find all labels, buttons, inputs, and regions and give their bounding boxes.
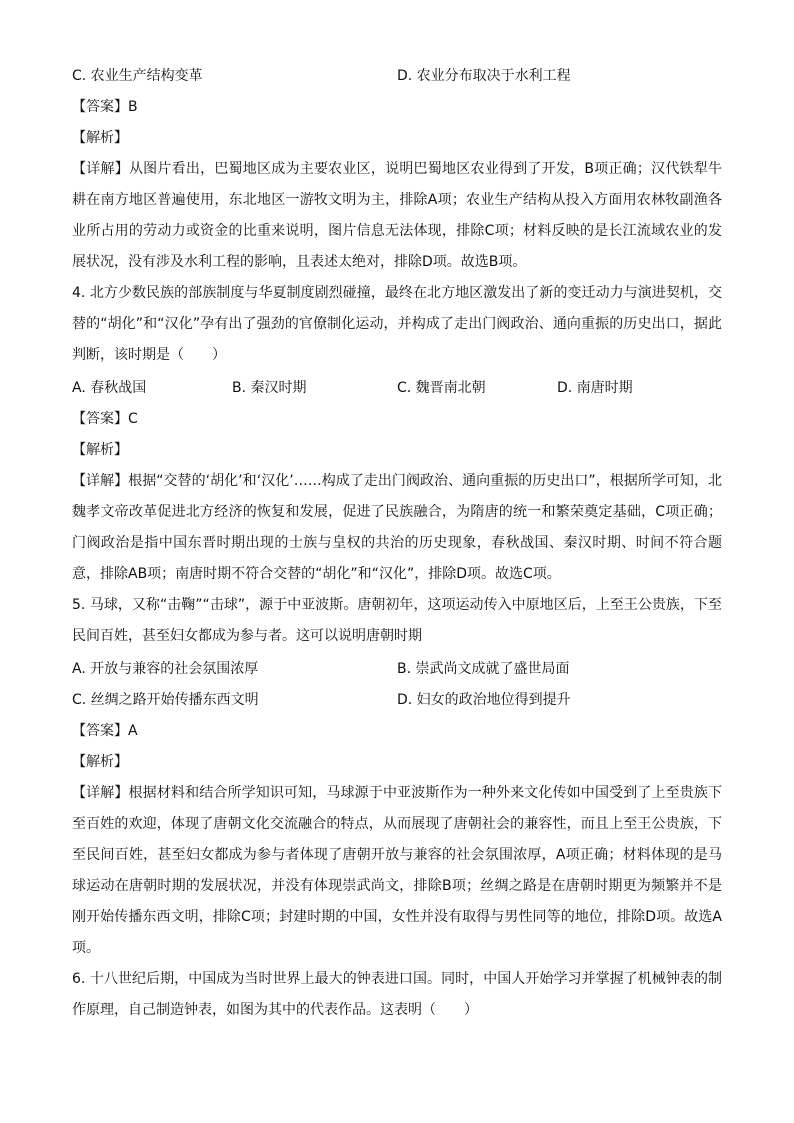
q4-option-a[interactable]: A. 春秋战国	[72, 380, 147, 396]
q4-analysis-label: 【解析】	[72, 442, 128, 458]
q3-option-d[interactable]: D. 农业分布取决于水利工程	[397, 68, 571, 84]
q4-detail	[72, 466, 722, 590]
q5-option-d[interactable]: D. 妇女的政治地位得到提升	[397, 692, 571, 708]
q3-answer	[72, 97, 722, 117]
q5-option-a[interactable]: A. 开放与兼容的社会氛围浓厚	[72, 661, 259, 677]
detail-text: 根据“交替的‘胡化’和‘汉化’……构成了走出门阀政治、通向重振的历史出口”，根据所学可知，北魏孝文帝改革促进北方经济的恢复和发展，促进了民族融合，为隋唐的统一和繁荣奠定基础，C项正确；门阀政治是指中国东晋时期出现的士族与皇权的共治的历史现象，春秋战国、秦汉时期、时间不符合题意，排除AB项；南唐时期不符合交替的“胡化”和“汉化”，排除D项。故选C项。	[72, 473, 723, 582]
q5-stem: 5. 马球，又称“击鞠”“击球”，源于中亚波斯。唐朝初年，这项运动传入中原地区后，上至王公贵族，下至民间百姓，甚至妇女都成为参与者。这可以说明唐朝时期	[72, 597, 722, 644]
answer-label: 【答案】	[72, 99, 128, 115]
q3-detail	[72, 154, 722, 278]
q5-answer	[72, 721, 722, 741]
q3-analysis-label: 【解析】	[72, 130, 128, 146]
answer-value: C	[128, 411, 138, 427]
answer-value: A	[128, 723, 138, 739]
q5-option-b[interactable]: B. 崇武尚文成就了盛世局面	[397, 661, 570, 677]
q4-option-d[interactable]: D. 南唐时期	[557, 380, 633, 396]
q5-analysis-label: 【解析】	[72, 754, 128, 770]
q6-stem: 6. 十八世纪后期，中国成为当时世界上最大的钟表进口国。同时，中国人开始学习并掌握了机械钟表的制作原理，自己制造钟表，如图为其中的代表作品。这表明（ ）	[72, 971, 722, 1018]
q4-answer	[72, 409, 722, 429]
q4-option-c[interactable]: C. 魏晋南北朝	[397, 380, 486, 396]
detail-text: 根据材料和结合所学知识可知，马球源于中亚波斯作为一种外来文化传如中国受到了上至贵族下至百姓的欢迎，体现了唐朝文化交流融合的特点，从而展现了唐朝社会的兼容性，而且上至王公贵族，下至民间百姓，甚至妇女都成为参与者体现了唐朝开放与兼容的社会氛围浓厚，A项正确；材料体现的是马球运动在唐朝时期的发展状况，并没有体现崇武尚文，排除B项；丝绸之路是在唐朝时期更为频繁并不是刚开始传播东西文明，排除C项；封建时期的中国，女性并没有取得与男性同等的地位，排除D项。故选A项。	[72, 785, 723, 956]
q5-detail	[72, 778, 722, 964]
q4-option-b[interactable]: B. 秦汉时期	[232, 380, 307, 396]
detail-label: 【详解】	[72, 785, 129, 801]
q3-option-c[interactable]: C. 农业生产结构变革	[72, 68, 203, 84]
detail-text: 从图片看出，巴蜀地区成为主要农业区，说明巴蜀地区农业得到了开发，B项正确；汉代铁犁牛耕在南方地区普遍使用，东北地区一游牧文明为主，排除A项；农业生产结构从投入方面用农林牧副渔各业所占用的劳动力或资金的比重来说明，图片信息无法体现，排除C项；材料反映的是长江流域农业的发展状况，没有涉及水利工程的影响，且表述太绝对，排除D项。故选B项。	[72, 161, 723, 270]
q5-option-c[interactable]: C. 丝绸之路开始传播东西文明	[72, 692, 259, 708]
answer-label: 【答案】	[72, 723, 128, 739]
answer-label: 【答案】	[72, 411, 128, 427]
q4-stem: 4. 北方少数民族的部族制度与华夏制度剧烈碰撞，最终在北方地区激发出了新的变迁动力与演进契机，交替的“胡化”和“汉化”孕有出了强劲的官僚制化运动，并构成了走出门阀政治、通向重振的历史出口，据此判断，该时期是（ ）	[72, 285, 722, 363]
answer-value: B	[128, 99, 138, 115]
detail-label: 【详解】	[72, 473, 129, 489]
detail-label: 【详解】	[72, 161, 129, 177]
